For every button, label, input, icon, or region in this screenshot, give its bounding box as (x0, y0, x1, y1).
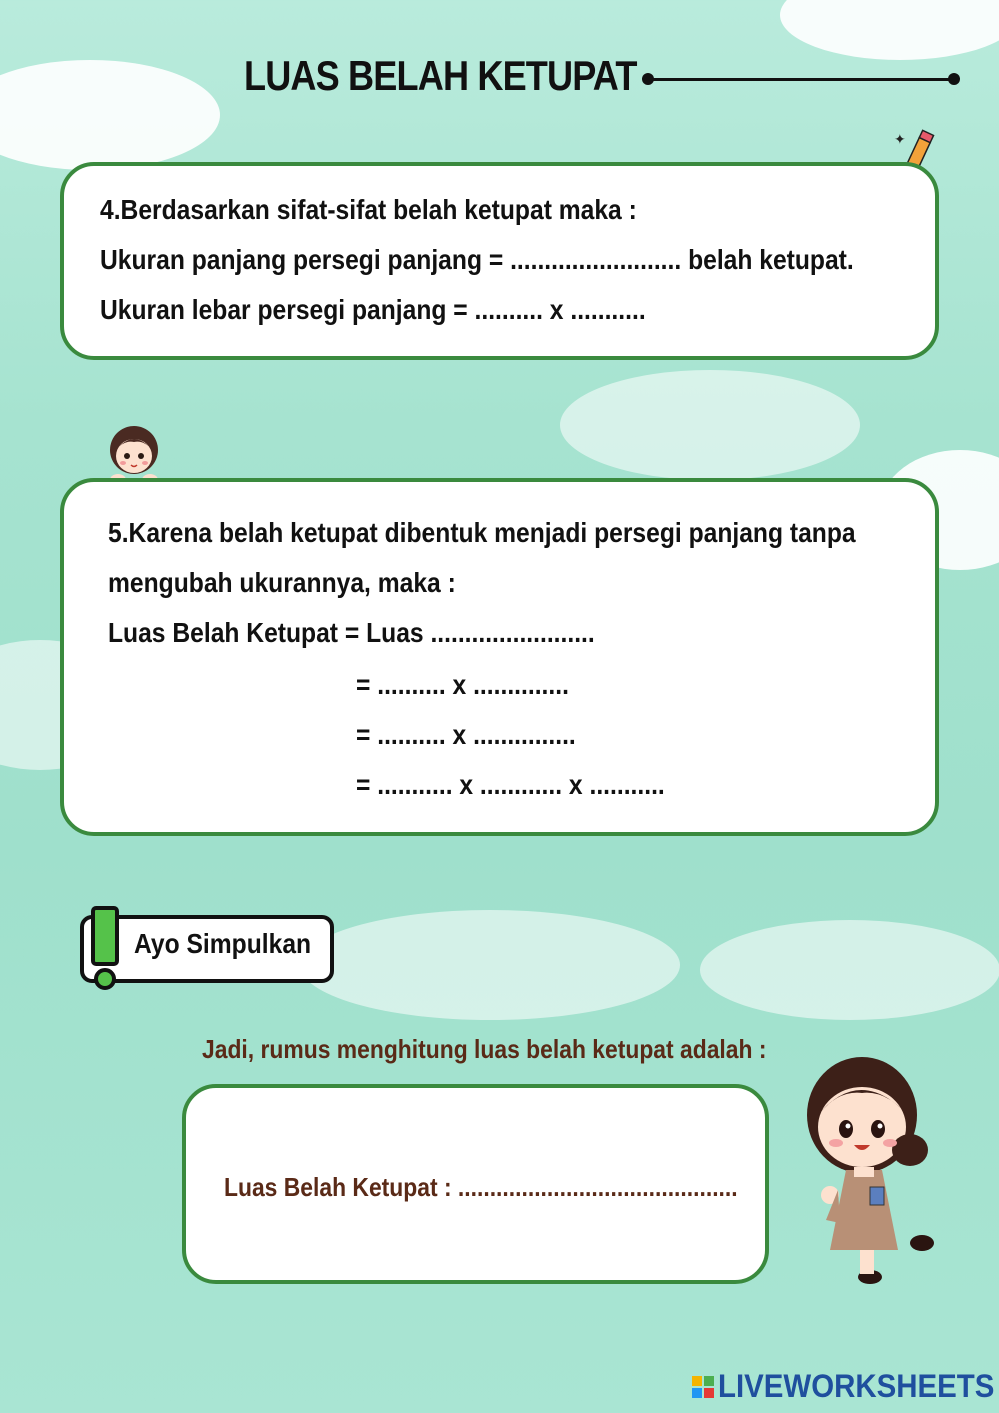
cloud-decoration (0, 60, 220, 170)
question-5-step-3[interactable]: = ........... x ............ x ........... (356, 769, 665, 800)
svg-text:✦: ✦ (894, 132, 906, 148)
question-5-heading: 5.Karena belah ketupat dibentuk menjadi persegi panjang tanpa (108, 517, 856, 548)
question-5-heading-cont: mengubah ukurannya, maka : (108, 567, 456, 598)
question-4-width-line[interactable]: Ukuran lebar persegi panjang = .......... x ........... (100, 294, 646, 325)
cloud-decoration (300, 910, 680, 1020)
title-underline (648, 78, 954, 81)
teacher-illustration (790, 1045, 950, 1290)
liveworksheets-logo-icon (692, 1376, 714, 1398)
formula-answer-line[interactable]: Luas Belah Ketupat : ............................................ (224, 1172, 738, 1202)
question-5-step-1[interactable]: = .......... x .............. (356, 669, 569, 700)
question-5-area-line[interactable]: Luas Belah Ketupat = Luas ........................ (108, 617, 595, 648)
liveworksheets-brand[interactable]: LIVEWORKSHEETS (718, 1368, 995, 1404)
question-4-length-line[interactable]: Ukuran panjang persegi panjang = ......................... belah ketupat. (100, 244, 854, 275)
conclusion-intro: Jadi, rumus menghitung luas belah ketupat adalah : (202, 1034, 767, 1064)
title-line-end-dot (948, 73, 960, 85)
cloud-decoration (700, 920, 999, 1020)
question-5-step-2[interactable]: = .......... x ............... (356, 719, 576, 750)
question-4-heading: 4.Berdasarkan sifat-sifat belah ketupat maka : (100, 194, 637, 225)
exclamation-icon (88, 906, 122, 992)
cloud-decoration (560, 370, 860, 480)
page-title: LUAS BELAH KETUPAT (244, 52, 637, 99)
cloud-decoration (780, 0, 999, 60)
ayo-simpulkan-label: Ayo Simpulkan (134, 928, 312, 959)
